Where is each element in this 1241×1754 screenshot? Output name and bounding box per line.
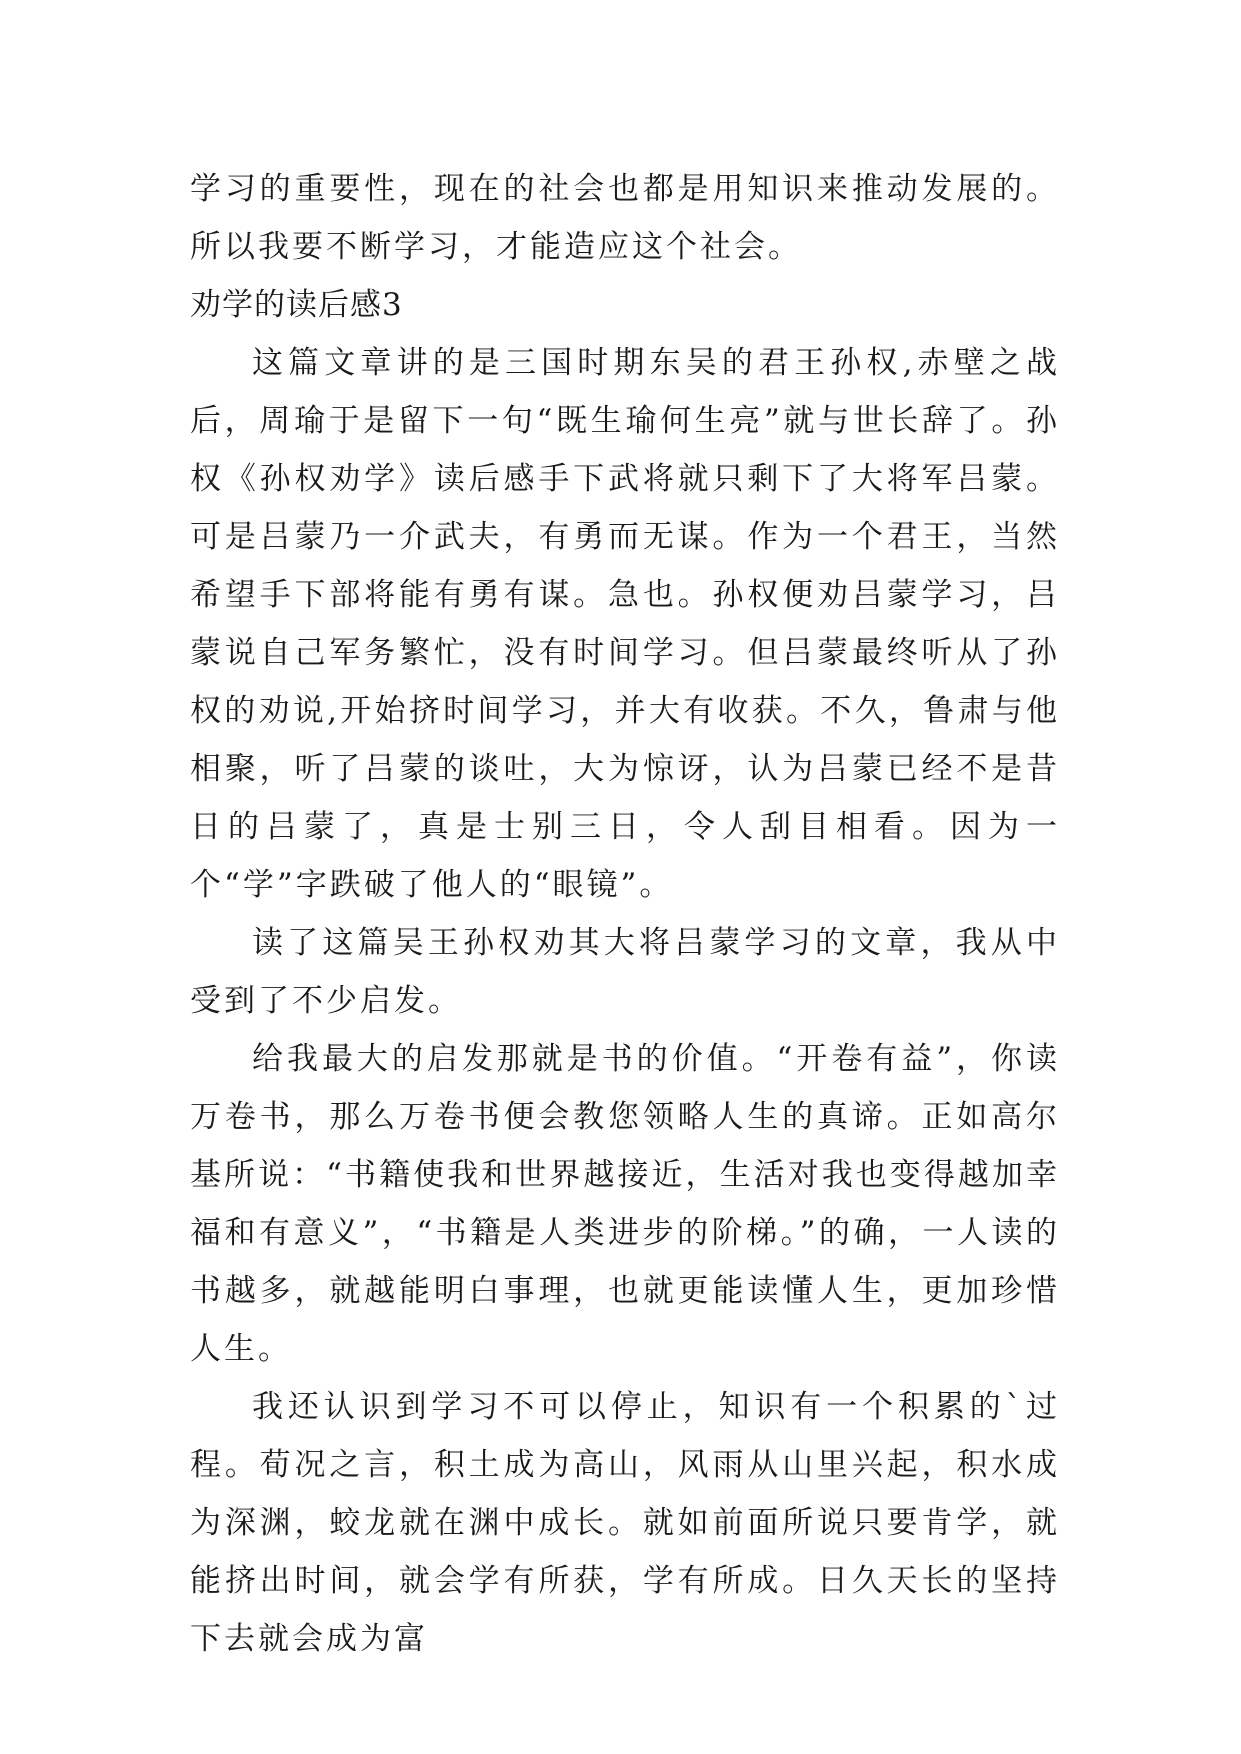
body-paragraph-2: 读了这篇吴王孙权劝其大将吕蒙学习的文章，我从中受到了不少启发。: [190, 925, 1060, 1019]
document-body: [190, 160, 1060, 1668]
body-paragraph-4: 我还认识到学习不可以停止，知识有一个积累的`过程。荀况之言，积土成为高山，风雨从山里兴起，积水成为深渊，蛟龙就在渊中成长。就如前面所说只要肯学，就能挤出时间，就会学有所获，学有所成。日久天长的坚持下去就会成为富: [190, 1389, 1060, 1657]
section-title: 劝学的读后感3: [190, 287, 403, 323]
body-paragraph-3: 给我最大的启发那就是书的价值。“开卷有益”，你读万卷书，那么万卷书便会教您领略人生的真谛。正如高尔基所说：“书籍使我和世界越接近，生活对我也变得越加幸福和有意义”，“书籍是人类进步的阶梯。”的确，一人读的书越多，就越能明白事理，也就更能读懂人生，更加珍惜人生。: [190, 1041, 1060, 1367]
body-paragraph-1: 这篇文章讲的是三国时期东吴的君王孙权,赤壁之战后，周瑜于是留下一句“既生瑜何生亮”就与世长辞了。孙权《孙权劝学》读后感手下武将就只剩下了大将军吕蒙。可是吕蒙乃一介武夫，有勇而无谋。作为一个君王，当然希望手下部将能有勇有谋。急也。孙权便劝吕蒙学习，吕蒙说自己军务繁忙，没有时间学习。但吕蒙最终听从了孙权的劝说,开始挤时间学习，并大有收获。不久，鲁肃与他相聚，听了吕蒙的谈吐，大为惊讶，认为吕蒙已经不是昔日的吕蒙了，真是士别三日，令人刮目相看。因为一个“学”字跌破了他人的“眼镜”。: [190, 345, 1060, 903]
opening-paragraph: 学习的重要性，现在的社会也都是用知识来推动发展的。所以我要不断学习，才能造应这个社会。: [190, 171, 1060, 265]
